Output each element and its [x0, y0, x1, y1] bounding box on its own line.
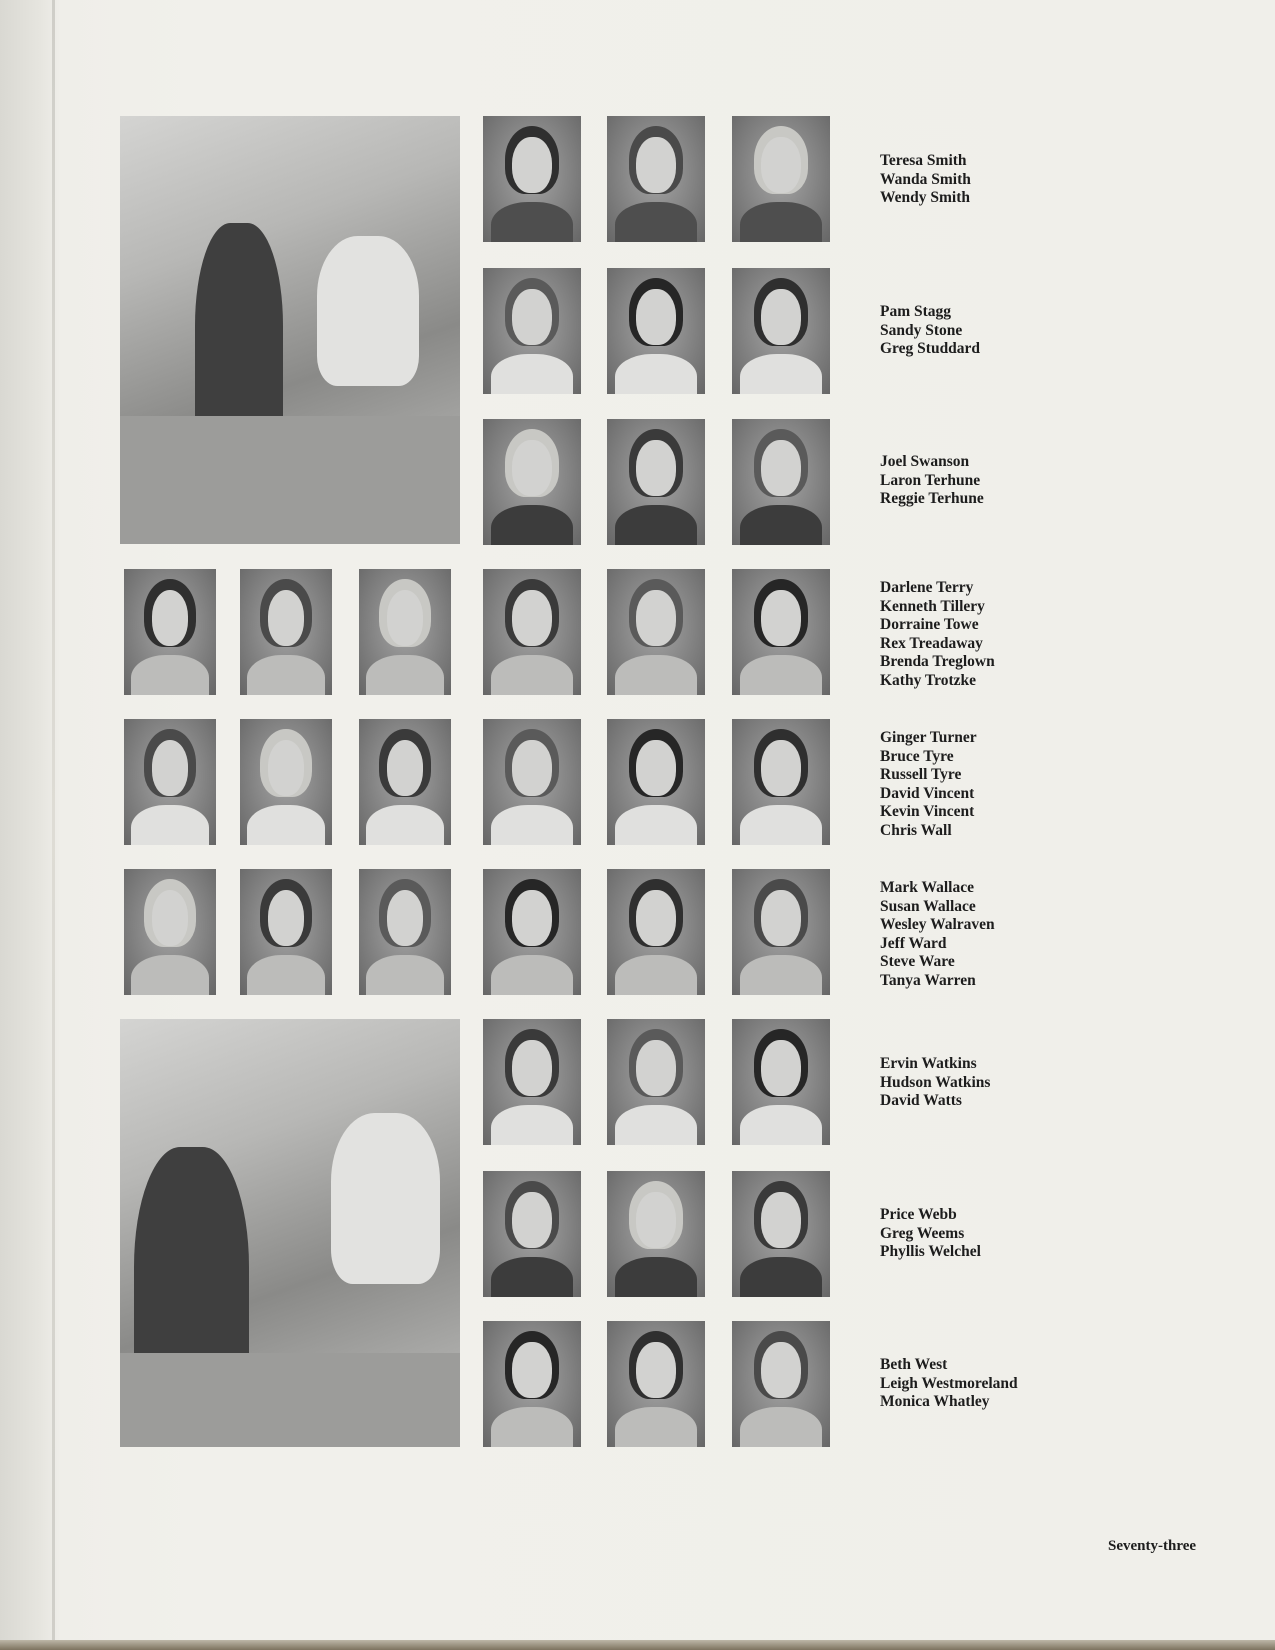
student-name: Reggie Terhune — [880, 490, 984, 507]
portrait-photo — [483, 419, 581, 545]
student-name: Wesley Walraven — [880, 916, 995, 933]
page-bottom-edge — [0, 1640, 1275, 1650]
portrait-photo — [732, 116, 830, 242]
portrait-photo — [607, 1019, 705, 1145]
student-name: Greg Weems — [880, 1224, 965, 1242]
binding-edge — [52, 0, 55, 1650]
student-name: Brenda Treglown — [880, 653, 995, 670]
portrait-photo — [483, 116, 581, 242]
student-name: Bruce Tyre — [880, 747, 954, 765]
portrait-photo — [359, 719, 451, 845]
name-list — [880, 1356, 1018, 1412]
student-name: Steve Ware — [880, 953, 955, 970]
student-name: Dorraine Towe — [880, 616, 979, 633]
portrait-photo — [732, 268, 830, 394]
name-list — [880, 729, 977, 840]
student-name: Monica Whatley — [880, 1393, 990, 1410]
portrait-photo — [732, 569, 830, 695]
portrait-photo — [240, 869, 332, 995]
student-name: Leigh Westmoreland — [880, 1374, 1018, 1392]
portrait-photo — [732, 419, 830, 545]
student-name: Ginger Turner — [880, 729, 977, 746]
student-name: Mark Wallace — [880, 879, 974, 896]
portrait-photo — [483, 268, 581, 394]
student-name: Rex Treadaway — [880, 634, 983, 652]
page-number: Seventy-three — [1108, 1538, 1197, 1554]
portrait-photo — [607, 869, 705, 995]
name-list — [880, 1055, 990, 1111]
student-name: Sandy Stone — [880, 321, 963, 339]
student-name: Tanya Warren — [880, 971, 976, 989]
portrait-photo — [483, 869, 581, 995]
portrait-photo — [124, 719, 216, 845]
portrait-photo — [359, 869, 451, 995]
portrait-photo — [240, 719, 332, 845]
portrait-photo — [607, 116, 705, 242]
candid-photo-classroom-top — [120, 116, 460, 544]
portrait-photo — [607, 569, 705, 695]
student-name: Teresa Smith — [880, 152, 967, 169]
name-list — [880, 579, 995, 690]
student-name: Kathy Trotzke — [880, 671, 977, 689]
student-name: Hudson Watkins — [880, 1073, 991, 1091]
portrait-photo — [732, 1171, 830, 1297]
portrait-photo — [483, 719, 581, 845]
student-name: Russell Tyre — [880, 766, 962, 783]
student-name: Phyllis Welchel — [880, 1243, 981, 1260]
student-name: Greg Studdard — [880, 340, 981, 357]
student-name: Darlene Terry — [880, 579, 974, 596]
portrait-photo — [240, 569, 332, 695]
student-name: Ervin Watkins — [880, 1055, 977, 1072]
student-name: Laron Terhune — [880, 471, 981, 489]
portrait-photo — [607, 719, 705, 845]
name-list — [880, 303, 980, 359]
student-name: Wanda Smith — [880, 170, 971, 188]
portrait-photo — [483, 1171, 581, 1297]
portrait-photo — [732, 1321, 830, 1447]
student-name: David Watts — [880, 1092, 962, 1109]
student-name: Kevin Vincent — [880, 803, 975, 820]
student-name: Beth West — [880, 1356, 948, 1373]
name-list — [880, 879, 995, 990]
portrait-photo — [483, 569, 581, 695]
student-name: Price Webb — [880, 1206, 957, 1223]
portrait-photo — [483, 1019, 581, 1145]
name-list — [880, 1206, 981, 1262]
portrait-photo — [607, 1321, 705, 1447]
portrait-photo — [607, 268, 705, 394]
portrait-photo — [483, 1321, 581, 1447]
portrait-photo — [607, 419, 705, 545]
student-name: Chris Wall — [880, 821, 952, 839]
portrait-photo — [607, 1171, 705, 1297]
candid-photo-classroom-bottom — [120, 1019, 460, 1447]
student-name: Wendy Smith — [880, 189, 971, 206]
name-list — [880, 453, 984, 509]
name-list — [880, 152, 971, 208]
portrait-photo — [732, 869, 830, 995]
student-name: Jeff Ward — [880, 934, 947, 952]
student-name: Kenneth Tillery — [880, 597, 985, 615]
student-name: Susan Wallace — [880, 897, 976, 915]
portrait-photo — [732, 1019, 830, 1145]
portrait-photo — [124, 569, 216, 695]
portrait-photo — [732, 719, 830, 845]
student-name: Joel Swanson — [880, 453, 970, 470]
student-name: Pam Stagg — [880, 303, 952, 320]
student-name: David Vincent — [880, 784, 975, 802]
portrait-photo — [124, 869, 216, 995]
portrait-photo — [359, 569, 451, 695]
